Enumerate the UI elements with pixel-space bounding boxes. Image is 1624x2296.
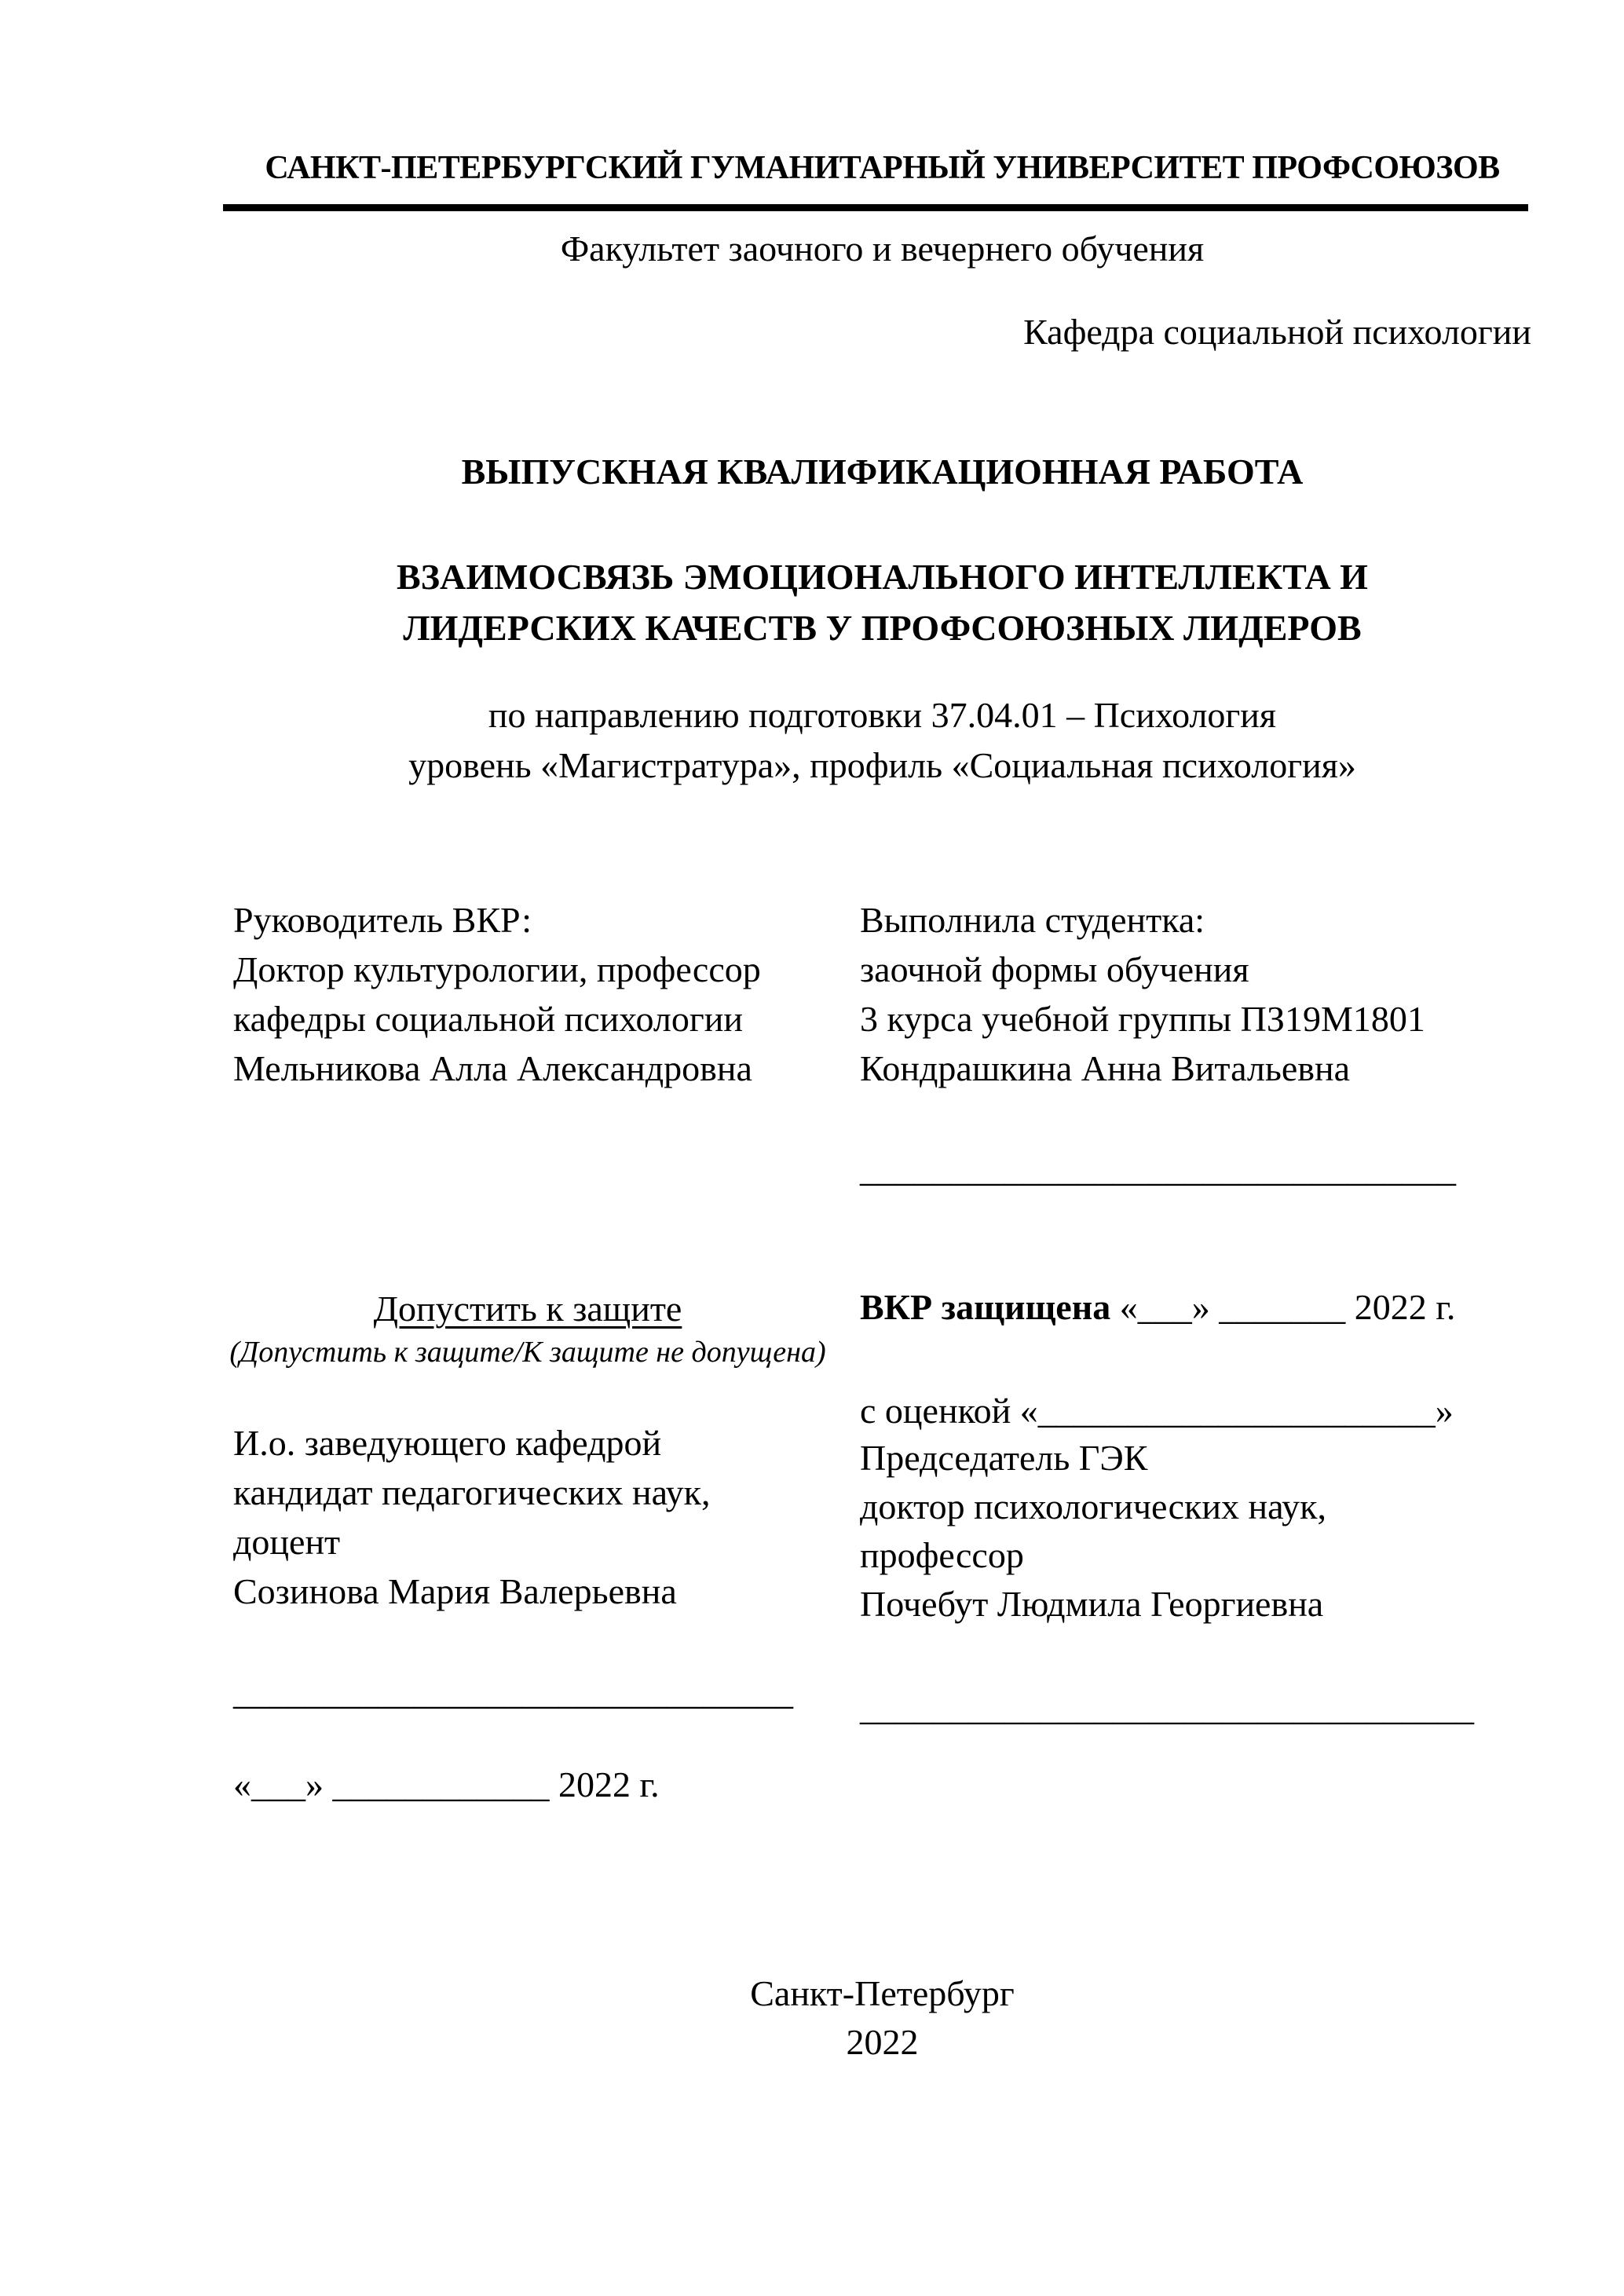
supervisor-degree: Доктор культурологии, профессор (233, 949, 761, 989)
admission-date-line: «___» ____________ 2022 г. (233, 1764, 660, 1804)
thesis-title-line1: ВЗАИМОСВЯЗЬ ЭМОЦИОНАЛЬНОГО ИНТЕЛЛЕКТА И (397, 557, 1368, 597)
program-line: по направлению подготовки 37.04.01 – Психология (488, 695, 1277, 735)
supervisor-name: Мельникова Алла Александровна (233, 1048, 752, 1088)
footer-block (233, 1969, 1531, 2067)
chair-name: Почебут Людмила Георгиевна (860, 1584, 1324, 1624)
work-type-heading: ВЫПУСКНАЯ КВАЛИФИКАЦИОННАЯ РАБОТА (461, 452, 1304, 492)
footer-year: 2022 (846, 2022, 919, 2062)
admission-position: И.о. заведующего кафедрой (233, 1423, 662, 1463)
student-signature-line: _________________________________ (860, 1149, 1456, 1189)
supervisor-department: кафедры социальной психологии (233, 999, 743, 1039)
defense-date-line (860, 1286, 1543, 1328)
student-group: 3 курса учебной группы ПЗ19М1801 (860, 999, 1425, 1039)
student-block (860, 895, 1535, 1093)
admission-note: (Допустить к защите/К защите не допущена) (229, 1336, 826, 1369)
defense-date-label: ВКР защищена (860, 1287, 1111, 1327)
student-form: заочной формы обучения (860, 949, 1249, 989)
admission-heading: Допустить к защите (373, 1289, 682, 1329)
admission-name: Созинова Мария Валерьевна (233, 1571, 677, 1611)
thesis-title (233, 551, 1531, 653)
defense-grade-line: с оценкой «______________________» (860, 1391, 1454, 1431)
faculty-line: Факультет заочного и вечернего обучения (560, 229, 1205, 269)
header-rule (223, 204, 1528, 211)
footer-city: Санкт-Петербург (750, 1973, 1015, 2013)
chair-title: Председатель ГЭК (860, 1438, 1148, 1478)
chair-rank: профессор (860, 1535, 1024, 1575)
university-name: САНКТ-ПЕТЕРБУРГСКИЙ ГУМАНИТАРНЫЙ УНИВЕРСИТЕТ ПРОФСОЮЗОВ (265, 150, 1500, 186)
admission-rank: доцент (233, 1522, 341, 1562)
chair-degree: доктор психологических наук, (860, 1486, 1327, 1526)
defense-date-blanks: «___» _______ 2022 г. (1110, 1287, 1456, 1327)
defense-chair-block (860, 1434, 1543, 1629)
department-line: Кафедра социальной психологии (1023, 312, 1531, 352)
student-label: Выполнила студентка: (860, 900, 1205, 940)
supervisor-block (233, 895, 838, 1093)
student-name: Кондрашкина Анна Витальевна (860, 1048, 1351, 1088)
chair-signature-line: __________________________________ (860, 1687, 1474, 1727)
thesis-title-line2: ЛИДЕРСКИХ КАЧЕСТВ У ПРОФСОЮЗНЫХ ЛИДЕРОВ (403, 608, 1362, 648)
level-profile-line: уровень «Магистратура», профиль «Социальная психология» (408, 745, 1356, 785)
admission-block (233, 1418, 846, 1616)
admission-degree: кандидат педагогических наук, (233, 1472, 711, 1512)
supervisor-label: Руководитель ВКР: (233, 900, 532, 940)
admission-signature-line: _______________________________ (233, 1672, 793, 1712)
